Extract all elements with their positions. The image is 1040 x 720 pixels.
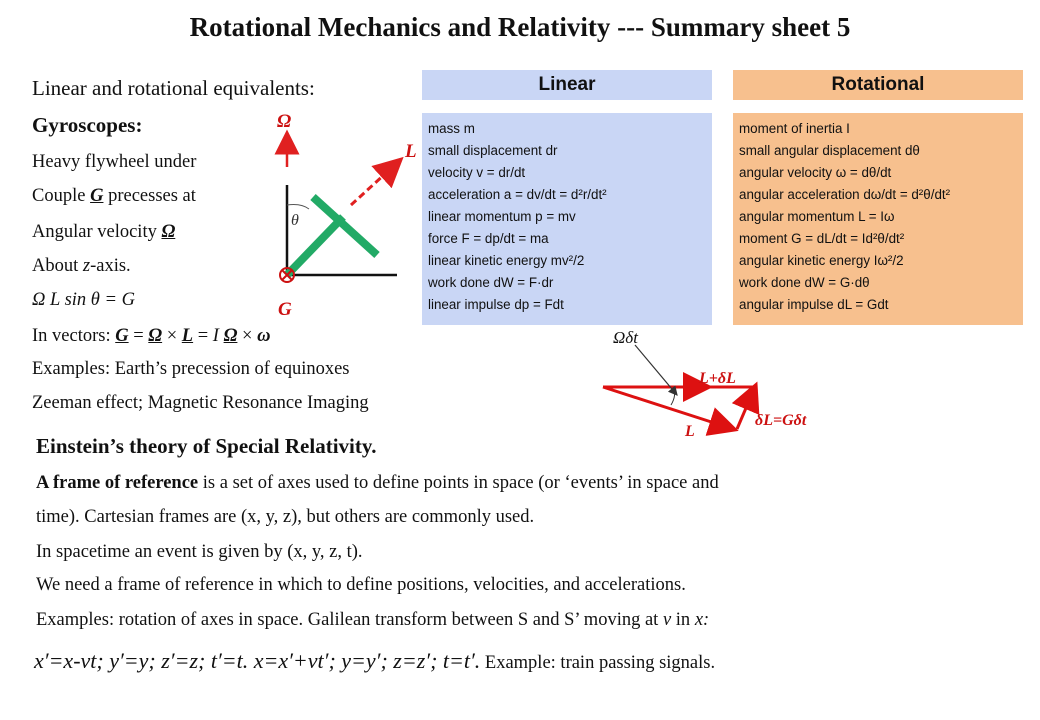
theta-arc — [287, 205, 309, 210]
omega-label: Ω — [277, 111, 292, 132]
linear-row: linear kinetic energy mv²/2 — [428, 253, 585, 268]
linear-row: small displacement dr — [428, 143, 558, 158]
rotational-row: angular acceleration dω/dt = d²θ/dt² — [739, 187, 951, 202]
gyro-line-4: About z-axis. — [32, 256, 131, 276]
examples-line-2: Zeeman effect; Magnetic Resonance Imaging — [32, 393, 369, 413]
linear-table — [422, 113, 712, 325]
rotational-row: angular velocity ω = dθ/dt — [739, 165, 892, 180]
frame-definition: A frame of reference is a set of axes used to define points in space (or ‘events’ in space and — [36, 473, 719, 493]
l-vector — [603, 387, 733, 429]
frame-definition-cont: time). Cartesian frames are (x, y, z), but others are commonly used. — [36, 507, 535, 527]
rotational-row: angular kinetic energy Iω²/2 — [739, 253, 904, 268]
galilean-examples-line: Examples: rotation of axes in space. Galilean transform between S and S’ moving at v in x: — [36, 610, 710, 630]
l-label: L — [685, 423, 695, 440]
linear-row: linear momentum p = mv — [428, 209, 576, 224]
rotational-row: moment G = dL/dt = Id²θ/dt² — [739, 231, 905, 246]
spacetime-line: In spacetime an event is given by (x, y, z, t). — [36, 542, 363, 562]
l-arrow — [351, 163, 397, 205]
gyro-line-2: Couple G precesses at — [32, 186, 196, 206]
omega-dt-label: Ωδt — [613, 328, 638, 347]
linear-row: acceleration a = dv/dt = d²r/dt² — [428, 187, 607, 202]
linear-header: Linear — [422, 70, 712, 100]
linear-row: force F = dp/dt = ma — [428, 231, 549, 246]
linear-row: velocity v = dr/dt — [428, 165, 526, 180]
gyro-line-3: Angular velocity Ω — [32, 222, 176, 242]
flywheel-disc — [313, 197, 377, 255]
rotational-row: angular momentum L = Iω — [739, 209, 895, 224]
vector-triangle-diagram — [595, 325, 845, 445]
gyro-line-1: Heavy flywheel under — [32, 152, 197, 172]
rotational-row: angular impulse dL = Gdt — [739, 297, 889, 312]
linear-row: mass m — [428, 121, 475, 136]
rotational-row: work done dW = G·dθ — [739, 275, 870, 290]
vectors-line: In vectors: G = Ω × L = I Ω × ω — [32, 326, 271, 346]
l-plus-dl-label: L+δL — [699, 370, 736, 387]
dl-vector — [737, 387, 755, 429]
gyro-equation: Ω L sin θ = G — [32, 290, 135, 310]
linear-row: linear impulse dp = Fdt — [428, 297, 564, 312]
rotational-header: Rotational — [733, 70, 1023, 100]
equiv-heading: Linear and rotational equivalents: — [32, 76, 315, 100]
relativity-heading: Einstein’s theory of Special Relativity. — [36, 434, 377, 458]
theta-label: θ — [291, 212, 299, 229]
galilean-transform: x′=x-vt; y′=y; z′=z; t′=t. x=x′+vt′; y=y′; z=z′; t=t′. Example: train passing signals. — [34, 648, 716, 673]
gyro-heading: Gyroscopes: — [32, 113, 143, 137]
gyroscope-diagram — [265, 105, 425, 320]
rotational-table — [733, 113, 1023, 325]
rotational-row: small angular displacement dθ — [739, 143, 920, 158]
rotational-row: moment of inertia I — [739, 121, 850, 136]
l-label: L — [405, 141, 417, 162]
linear-row: work done dW = F·dr — [428, 275, 554, 290]
page-title: Rotational Mechanics and Relativity --- Summary sheet 5 — [189, 12, 851, 42]
dl-equation-label: δL=Gδt — [755, 412, 807, 429]
examples-line-1: Examples: Earth’s precession of equinoxes — [32, 359, 350, 379]
g-label: G — [278, 299, 292, 320]
need-frame-line: We need a frame of reference in which to define positions, velocities, and accelerations. — [36, 575, 686, 595]
